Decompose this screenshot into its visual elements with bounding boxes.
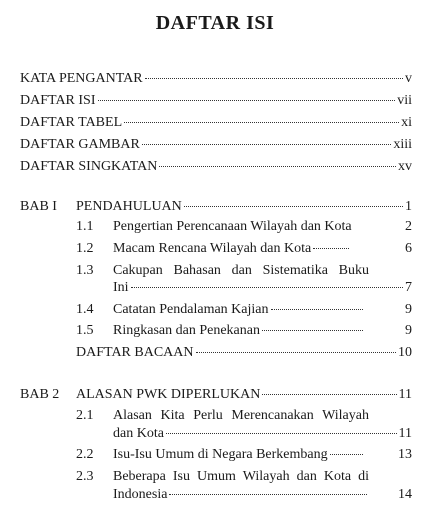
toc-entry-section-2-1-cont: [113, 425, 412, 443]
entry-label: DAFTAR GAMBAR: [20, 137, 140, 152]
dot-leader: [271, 309, 364, 310]
section-number: 1.3: [76, 263, 94, 278]
section-page: 9: [405, 323, 412, 338]
section-number: 1.4: [76, 302, 94, 317]
dot-leader: [166, 433, 397, 434]
dot-leader: [145, 78, 403, 79]
toc-entry-kata-pengantar: [20, 70, 412, 88]
toc-entry-chapter-2: [76, 386, 412, 404]
dot-leader: [262, 394, 396, 395]
entry-label: DAFTAR TABEL: [20, 115, 123, 130]
section-page: 7: [405, 280, 412, 295]
entry-page: v: [405, 71, 412, 86]
dot-leader: [169, 494, 367, 495]
entry-page: xi: [401, 115, 412, 130]
page-title: DAFTAR ISI: [155, 12, 275, 34]
entry-page: xiii: [393, 137, 412, 152]
entry-page: 1: [405, 199, 412, 214]
dot-leader: [196, 352, 396, 353]
entry-label: DAFTAR SINGKATAN: [20, 159, 158, 174]
chapter-code: BAB 2: [20, 387, 60, 402]
section-title-cont: Indonesia: [113, 487, 168, 502]
dot-leader: [330, 454, 363, 455]
entry-page: xv: [398, 159, 412, 174]
section-page: 2: [405, 219, 412, 234]
section-title: Ringkasan dan Penekanan: [113, 323, 260, 338]
dot-leader: [124, 122, 399, 123]
entry-page: vii: [397, 93, 412, 108]
section-title: Catatan Pendalaman Kajian: [113, 302, 269, 317]
toc-entry-daftar-gambar: [20, 136, 412, 154]
section-title: Isu-Isu Umum di Negara Berkembang: [113, 447, 328, 462]
dot-leader: [262, 330, 363, 331]
chapter-title: ALASAN PWK DIPERLUKAN: [76, 387, 261, 402]
chapter-code: BAB I: [20, 199, 57, 214]
toc-entry-section-2-2: [113, 446, 365, 464]
toc-entry-daftar-isi: [20, 92, 412, 110]
dot-leader: [98, 100, 396, 101]
section-number: 2.1: [76, 408, 94, 423]
section-title: Beberapa Isu Umum Wilayah dan Kota di: [113, 469, 369, 484]
entry-page: 11: [398, 387, 412, 402]
section-page: 14: [398, 487, 412, 502]
section-title-cont: dan Kota: [113, 426, 164, 441]
section-number: 2.3: [76, 469, 94, 484]
toc-entry-section-1-4: [113, 301, 365, 319]
toc-entry-section-1-5: [113, 322, 365, 340]
toc-entry-daftar-tabel: [20, 114, 412, 132]
toc-entry-daftar-bacaan: [76, 344, 412, 362]
section-number: 1.5: [76, 323, 94, 338]
toc-entry-section-2-3-cont: [113, 486, 369, 504]
toc-entry-daftar-singkatan: [20, 158, 412, 176]
dot-leader: [142, 144, 391, 145]
entry-label: DAFTAR BACAAN: [76, 345, 194, 360]
entry-label: DAFTAR ISI: [20, 93, 96, 108]
dot-leader: [159, 166, 396, 167]
section-page: 6: [405, 241, 412, 256]
section-number: 1.1: [76, 219, 94, 234]
dot-leader: [184, 206, 403, 207]
section-page: 13: [398, 447, 412, 462]
toc-entry-section-1-2: [113, 240, 351, 258]
toc-entry-section-1-3-cont: [113, 279, 412, 297]
dot-leader: [313, 248, 349, 249]
chapter-title: PENDAHULUAN: [76, 199, 182, 214]
section-title: Cakupan Bahasan dan Sistematika Buku: [113, 263, 369, 278]
dot-leader: [131, 287, 403, 288]
section-title: Alasan Kita Perlu Merencanakan Wilayah: [113, 408, 369, 423]
section-title: Macam Rencana Wilayah dan Kota: [113, 241, 312, 256]
entry-page: 10: [398, 345, 412, 360]
section-number: 1.2: [76, 241, 94, 256]
section-number: 2.2: [76, 447, 94, 462]
section-title-cont: Ini: [113, 280, 129, 295]
toc-entry-chapter-1: [76, 198, 412, 216]
section-title: Pengertian Perencanaan Wilayah dan Kota: [113, 219, 352, 234]
section-page: 11: [398, 426, 412, 441]
entry-label: KATA PENGANTAR: [20, 71, 143, 86]
section-page: 9: [405, 302, 412, 317]
